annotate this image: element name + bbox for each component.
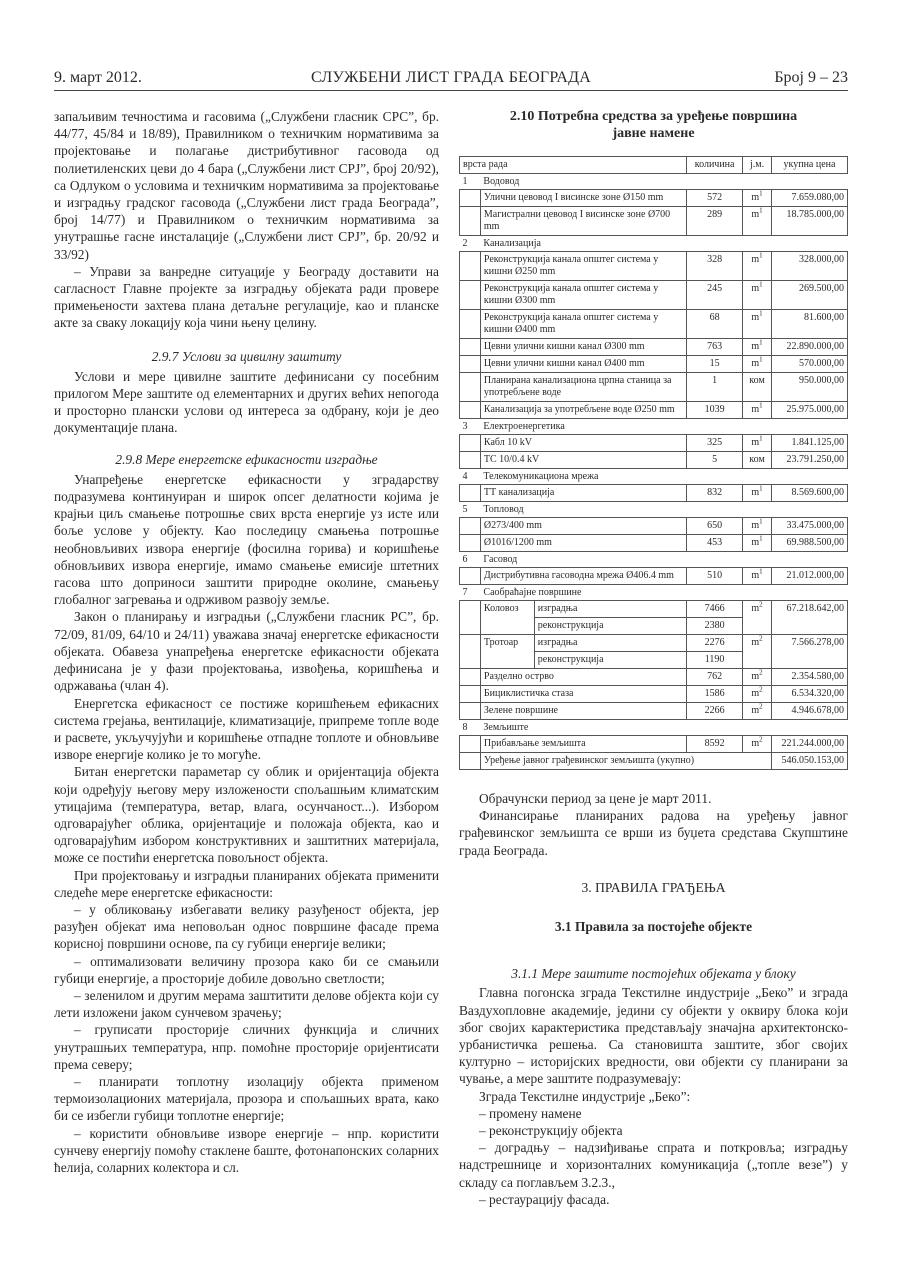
table-cell: 81.600,00 xyxy=(772,310,848,339)
list-item: – у обликовању избегавати велику разуђеност објекта, јер разуђен објекат има неповољан однос површине фасаде према корисној површини основе, па су губици енергије велики; xyxy=(54,901,439,952)
table-cell xyxy=(460,356,481,373)
table-cell: Канализација xyxy=(483,238,541,249)
table-cell xyxy=(460,753,481,770)
table-cell: 325 xyxy=(687,435,743,452)
table-cell xyxy=(460,452,481,469)
table-cell: 328 xyxy=(687,252,743,281)
table-row xyxy=(460,452,848,469)
subsection-heading-3-1-1: 3.1.1 Мере заштите постојећих објеката у блоку xyxy=(511,966,796,982)
list-item: – оптимализовати величину прозора како би се смањили губици енергије, а просторије добиле довољно светлости; xyxy=(54,953,439,986)
unit-exponent: 1 xyxy=(759,567,763,576)
table-cell: 69.988.500,00 xyxy=(772,535,848,552)
table-cell xyxy=(743,736,772,753)
unit-exponent: 1 xyxy=(759,517,763,526)
table-cell: Цевни улични кишни канал Ø400 mm xyxy=(480,356,686,373)
unit-exponent: 2 xyxy=(759,634,763,643)
table-cell: Реконструкција канала општег система у кишни Ø400 mm xyxy=(480,310,686,339)
table-cell xyxy=(743,601,772,635)
unit-label: m xyxy=(751,705,760,716)
table-group-row xyxy=(460,419,848,435)
table-group-row xyxy=(460,502,848,518)
unit-exponent: 1 xyxy=(759,280,763,289)
table-cell xyxy=(743,435,772,452)
table-cell xyxy=(460,736,481,753)
table-cell: 1.841.125,00 xyxy=(772,435,848,452)
table-cell: 33.475.000,00 xyxy=(772,518,848,535)
unit-label: m xyxy=(751,671,760,682)
table-cell: 762 xyxy=(687,669,743,686)
table-cell: 7 xyxy=(462,587,468,598)
table-cell: 1 xyxy=(687,373,743,402)
table-cell: Земљиште xyxy=(483,722,529,733)
paragraph: Услови и мере цивилне заштите дефинисани су посебним прилогом Мере заштите од елементарних и других већих непогода и просторно плански услови од интереса за одбрану, који је део документације плана. xyxy=(54,368,439,436)
table-cell: Коловоз xyxy=(480,601,534,635)
unit-label: m xyxy=(751,254,760,265)
paragraph: – Управи за ванредне ситуације у Београду доставити на сагласност Главне пројекте за изградњу објеката ради провере примењености захтева плана детаљне регулације, као и планске акте за сваку локацију која чини њену целину. xyxy=(54,263,439,331)
table-cell xyxy=(460,485,481,502)
table-cell: реконструкција xyxy=(534,652,686,669)
list-item: – рестаурацију фасада. xyxy=(479,1191,610,1207)
table-cell xyxy=(743,310,772,339)
section-heading-3-1: 3.1 Правила за постојеће објекте xyxy=(554,919,753,935)
table-cell: 15 xyxy=(687,356,743,373)
table-row xyxy=(460,339,848,356)
section-heading-2-10: 2.10 Потребна средства за уређење површина јавне намене xyxy=(509,109,798,141)
list-item: – груписати просторије сличних функција и сличних унутрашњих температура, нпр. помоћне просторије оријентисати према северу; xyxy=(54,1022,439,1072)
table-row xyxy=(460,669,848,686)
table-cell: Саобраћајне површине xyxy=(483,587,582,598)
table-cell xyxy=(743,339,772,356)
table-row xyxy=(460,252,848,281)
table-row xyxy=(460,281,848,310)
table-cell xyxy=(743,535,772,552)
table-cell: 221.244.000,00 xyxy=(772,736,848,753)
table-cell: Електроенергетика xyxy=(483,421,565,432)
unit-label: m xyxy=(751,312,760,323)
unit-exponent: 1 xyxy=(759,534,763,543)
table-cell: врста рада xyxy=(460,157,687,174)
table-cell xyxy=(460,402,481,419)
table-cell: ком xyxy=(743,373,772,402)
paragraph: Обрачунски период за цене је март 2011. xyxy=(479,791,712,806)
table-cell: 67.218.642,00 xyxy=(772,601,848,635)
table-cell: 7.566.278,00 xyxy=(772,635,848,669)
table-row xyxy=(460,310,848,339)
table-row xyxy=(460,190,848,207)
table-row xyxy=(460,356,848,373)
table-cell: Цевни улични кишни канал Ø300 mm xyxy=(480,339,686,356)
table-cell xyxy=(460,669,481,686)
unit-exponent: 1 xyxy=(759,484,763,493)
table-row xyxy=(460,736,848,753)
table-cell: 7.659.080,00 xyxy=(772,190,848,207)
table-cell: 2266 xyxy=(687,703,743,720)
paragraph: Главна погонска зграда Текстилне индустрије „Беко” и зграда Ваздухопловне академије, једини су објекти у оквиру блока који због својих карактеристика представљају значајна архитектонско-урбанистичка решења. Са становишта заштите, због својих културно – историјских вредности, ови објекти су планирани за чување, а мере заштите подразумевају: xyxy=(459,985,848,1087)
unit-label: m xyxy=(751,637,760,648)
table-cell: ТТ канализација xyxy=(480,485,686,502)
table-cell xyxy=(743,568,772,585)
table-cell: 6 xyxy=(462,554,468,565)
table-cell xyxy=(460,339,481,356)
list-item: – промену намене xyxy=(479,1105,582,1121)
unit-exponent: 2 xyxy=(759,702,763,711)
table-cell: укупна цена xyxy=(772,157,848,174)
table-cell: 8 xyxy=(462,722,468,733)
table-row xyxy=(460,686,848,703)
table-cell: 22.890.000,00 xyxy=(772,339,848,356)
table-cell: ј.м. xyxy=(743,157,772,174)
table-cell: Разделно острво xyxy=(480,669,686,686)
table-cell: Ø1016/1200 mm xyxy=(480,535,686,552)
table-cell: 21.012.000,00 xyxy=(772,568,848,585)
paragraph: Енергетска ефикасност се постиже коришћењем ефикасних система грејања, вентилације, климатизације, припреме топле воде и расвете, укључујући и коришћење отпадне топлоте и обновљиве изворе енергије колико је то могуће. xyxy=(54,695,439,763)
table-cell xyxy=(743,518,772,535)
table-cell: Ø273/400 mm xyxy=(480,518,686,535)
table-row xyxy=(460,207,848,236)
table-group-row xyxy=(460,469,848,485)
table-cell: 245 xyxy=(687,281,743,310)
table-cell: 4.946.678,00 xyxy=(772,703,848,720)
table-cell xyxy=(460,635,481,669)
unit-label: m xyxy=(751,738,760,749)
unit-exponent: 1 xyxy=(759,251,763,260)
table-cell xyxy=(743,703,772,720)
table-cell: Кабл 10 kV xyxy=(480,435,686,452)
table-cell: 1190 xyxy=(687,652,743,669)
table-cell: изградња xyxy=(534,635,686,652)
table-cell: Планирана канализациона црпна станица за употребљене воде xyxy=(480,373,686,402)
paragraph: запаљивим течностима и гасовима („Службени гласник СРС”, бр. 44/77, 45/84 и 18/89), Правилником о техничким нормативима за пројектовање и полагање дистрибутивног гасовода од полиетиленских цеви до 4 бара („Службени лист СРЈ”, број 20/92), са Одлуком о условима и техничким нормативима за пројектовање и изградњу градског гасовода („Службени лист града Београда”, број 14/77) и Правилником о техничким нормативима за унутрашње гасне инсталације („Службени лист СРЈ”, бр. 20/92 и 33/92) xyxy=(54,109,439,262)
table-row xyxy=(460,435,848,452)
unit-exponent: 2 xyxy=(759,600,763,609)
table-cell: 5 xyxy=(462,504,468,515)
paragraph: Битан енергетски параметар су облик и оријентација објекта који одређују његову меру изложености спољашњим климатским утицајима (температура, ветар, влага, осунчаност...). Избором одговарајућег облика, оријентације и положаја објекта, као и одговарајућим избором конструктивних и заштитних материјала, може се постићи енергетска повољност објекта. xyxy=(54,764,439,866)
table-cell: Реконструкција канала општег система у кишни Ø250 mm xyxy=(480,252,686,281)
table-total-row xyxy=(460,753,848,770)
unit-label: m xyxy=(751,603,760,614)
table-cell xyxy=(460,207,481,236)
table-cell xyxy=(743,635,772,669)
paragraph: Зграда Текстилне индустрије „Беко”: xyxy=(479,1088,691,1104)
table-cell xyxy=(460,535,481,552)
cost-table xyxy=(459,156,848,770)
list-item: – доградњу – надзиђивање спрата и поткровља; изградњу надстрешнице и хоризонталних комуникација („топле везе”) у складу са поглављем 3.2.3., xyxy=(459,1140,848,1190)
table-group-row xyxy=(460,585,848,601)
table-cell xyxy=(460,190,481,207)
table-cell: Водовод xyxy=(483,176,520,187)
table-cell: 763 xyxy=(687,339,743,356)
table-cell xyxy=(460,281,481,310)
unit-label: m xyxy=(751,358,760,369)
table-cell: 453 xyxy=(687,535,743,552)
unit-label: m xyxy=(751,437,760,448)
table-cell: Дистрибутивна гасоводна мрежа Ø406.4 mm xyxy=(480,568,686,585)
table-cell: 25.975.000,00 xyxy=(772,402,848,419)
table-cell: 950.000,00 xyxy=(772,373,848,402)
table-cell: 68 xyxy=(687,310,743,339)
table-cell: Реконструкција канала општег система у кишни Ø300 mm xyxy=(480,281,686,310)
table-row-kolovoz-a xyxy=(460,601,848,618)
table-cell: 5 xyxy=(687,452,743,469)
table-cell xyxy=(743,669,772,686)
table-cell: Магистрални цевовод I висинске зоне Ø700 mm xyxy=(480,207,686,236)
table-cell xyxy=(460,568,481,585)
table-cell xyxy=(460,703,481,720)
table-cell: 2380 xyxy=(687,618,743,635)
paragraph: Финансирање планираних радова на уређењу јавног грађевинског земљишта се врши из буџета средстава Скупштине града Београда. xyxy=(459,808,848,858)
header-issue: Број 9 – 23 xyxy=(774,69,848,86)
list-item: – реконструкцију објекта xyxy=(479,1123,623,1139)
paragraph: Закон о планирању и изградњи („Службени гласник РС”, бр. 72/09, 81/09, 64/10 и 24/11) уважава значај енергетске ефикасности објеката. Обавеза унапређења енергетске ефикасности објеката дефинисана је у фази пројектовања, извођења, коришћења и одржавања (члан 4). xyxy=(54,609,439,694)
table-cell: Канализација за употребљене воде Ø250 mm xyxy=(480,402,686,419)
table-header-row xyxy=(460,157,848,174)
table-cell: Бициклистичка стаза xyxy=(480,686,686,703)
table-group-row xyxy=(460,720,848,736)
table-cell: 4 xyxy=(462,471,468,482)
table-group-row xyxy=(460,552,848,568)
unit-exponent: 2 xyxy=(759,685,763,694)
table-cell: Гасовод xyxy=(483,554,518,565)
list-item: – планирати топлотну изолацију објекта применом термоизолационих материјала, прозора и спољашњих врата, како би се избегли губици топлотне енергије; xyxy=(54,1073,439,1124)
table-cell xyxy=(460,252,481,281)
unit-exponent: 1 xyxy=(759,206,763,215)
table-cell: 8592 xyxy=(687,736,743,753)
table-cell xyxy=(743,252,772,281)
table-cell: 328.000,00 xyxy=(772,252,848,281)
table-row xyxy=(460,703,848,720)
table-cell xyxy=(460,601,481,635)
table-cell: 18.785.000,00 xyxy=(772,207,848,236)
subsection-heading-2-9-7: 2.9.7 Услови за цивилну заштиту xyxy=(151,348,342,364)
unit-exponent: 2 xyxy=(759,735,763,744)
unit-exponent: 1 xyxy=(759,189,763,198)
table-cell xyxy=(743,281,772,310)
table-cell: 546.050.153,00 xyxy=(772,753,848,770)
table-cell: Телекомуникациона мрежа xyxy=(483,471,599,482)
table-cell: Прибављање земљишта xyxy=(480,736,686,753)
header-date: 9. март 2012. xyxy=(54,69,142,86)
table-cell: 1586 xyxy=(687,686,743,703)
unit-label: m xyxy=(751,404,760,415)
table-cell: 1039 xyxy=(687,402,743,419)
table-row xyxy=(460,402,848,419)
table-cell: Топловод xyxy=(483,504,524,515)
unit-label: m xyxy=(751,570,760,581)
table-cell: 1 xyxy=(462,176,468,187)
table-cell xyxy=(460,435,481,452)
table-cell xyxy=(743,485,772,502)
table-cell: 572 xyxy=(687,190,743,207)
table-row xyxy=(460,485,848,502)
list-item: – зеленилом и другим мерама заштитити делове објекта који су лети изложени јаком сунчевом зрачењу; xyxy=(54,987,439,1021)
table-cell: 3 xyxy=(462,421,468,432)
table-cell: ТС 10/0.4 kV xyxy=(480,452,686,469)
table-cell xyxy=(743,190,772,207)
table-cell: 269.500,00 xyxy=(772,281,848,310)
table-row xyxy=(460,535,848,552)
table-cell: 8.569.600,00 xyxy=(772,485,848,502)
table-cell: 289 xyxy=(687,207,743,236)
unit-exponent: 1 xyxy=(759,338,763,347)
table-cell: 23.791.250,00 xyxy=(772,452,848,469)
table-group-row xyxy=(460,236,848,252)
unit-exponent: 2 xyxy=(759,668,763,677)
list-item: – користити обновљиве изворе енергије – нпр. користити сунчеву енергију помоћу стаклене баште, фотонапонских соларних ћелија, соларних колектора и сл. xyxy=(54,1125,439,1175)
unit-label: m xyxy=(751,283,760,294)
subsection-heading-2-9-8: 2.9.8 Мере енергетске ефикасности изградње xyxy=(115,451,378,467)
table-row xyxy=(460,518,848,535)
table-cell xyxy=(743,356,772,373)
unit-exponent: 1 xyxy=(759,434,763,443)
table-cell: 650 xyxy=(687,518,743,535)
table-cell: 832 xyxy=(687,485,743,502)
unit-label: m xyxy=(751,487,760,498)
header-title: СЛУЖБЕНИ ЛИСТ ГРАДА БЕОГРАДА xyxy=(310,69,592,86)
unit-label: m xyxy=(751,192,760,203)
table-cell: 510 xyxy=(687,568,743,585)
paragraph: Унапређење енергетске ефикасности у зградарству подразумева континуиран и широк опсег делатности којима је крајњи циљ смањење потрошње свих врста енергије уз исте или боље услове у објекту. Као последицу смањења потрошње необновљивих извора енергије (фосилна горива) и коришћење обновљивих извора енергије, имамо смањење емисије штетних гасова што доприноси заштити природне околине, смањењу глобалног загревања и одрживом развоју земље. xyxy=(54,471,439,608)
table-cell: ком xyxy=(743,452,772,469)
unit-label: m xyxy=(751,341,760,352)
unit-exponent: 1 xyxy=(759,309,763,318)
table-cell: 570.000,00 xyxy=(772,356,848,373)
left-column xyxy=(54,108,439,1176)
table-cell xyxy=(460,686,481,703)
table-cell: Улични цевовод I висинске зоне Ø150 mm xyxy=(480,190,686,207)
table-cell xyxy=(460,373,481,402)
table-cell xyxy=(743,686,772,703)
table-group-row xyxy=(460,174,848,190)
table-cell: количина xyxy=(687,157,743,174)
unit-exponent: 1 xyxy=(759,401,763,410)
table-cell xyxy=(460,518,481,535)
unit-label: m xyxy=(751,537,760,548)
table-cell: 2276 xyxy=(687,635,743,652)
page-header xyxy=(54,68,848,91)
unit-exponent: 1 xyxy=(759,355,763,364)
table-cell: реконструкција xyxy=(534,618,686,635)
unit-label: m xyxy=(751,688,760,699)
table-cell: Уређење јавног грађевинског земљишта (укупно) xyxy=(480,753,771,770)
table-cell: 6.534.320,00 xyxy=(772,686,848,703)
table-cell: Тротоар xyxy=(480,635,534,669)
table-cell: изградња xyxy=(534,601,686,618)
table-cell: 7466 xyxy=(687,601,743,618)
table-row xyxy=(460,373,848,402)
table-cell: 2.354.580,00 xyxy=(772,669,848,686)
right-column xyxy=(459,108,848,1208)
table-cell xyxy=(743,207,772,236)
chapter-heading-3: 3. ПРАВИЛА ГРАЂЕЊА xyxy=(581,879,726,895)
table-cell xyxy=(460,310,481,339)
table-cell: 2 xyxy=(462,238,468,249)
table-row xyxy=(460,568,848,585)
unit-label: m xyxy=(751,520,760,531)
table-row-trotoar-a xyxy=(460,635,848,652)
paragraph: При пројектовању и изградњи планираних објеката применити следеће мере енергетске ефикасности: xyxy=(54,867,439,900)
table-cell xyxy=(743,402,772,419)
table-cell: Зелене површине xyxy=(480,703,686,720)
unit-label: m xyxy=(751,209,760,220)
